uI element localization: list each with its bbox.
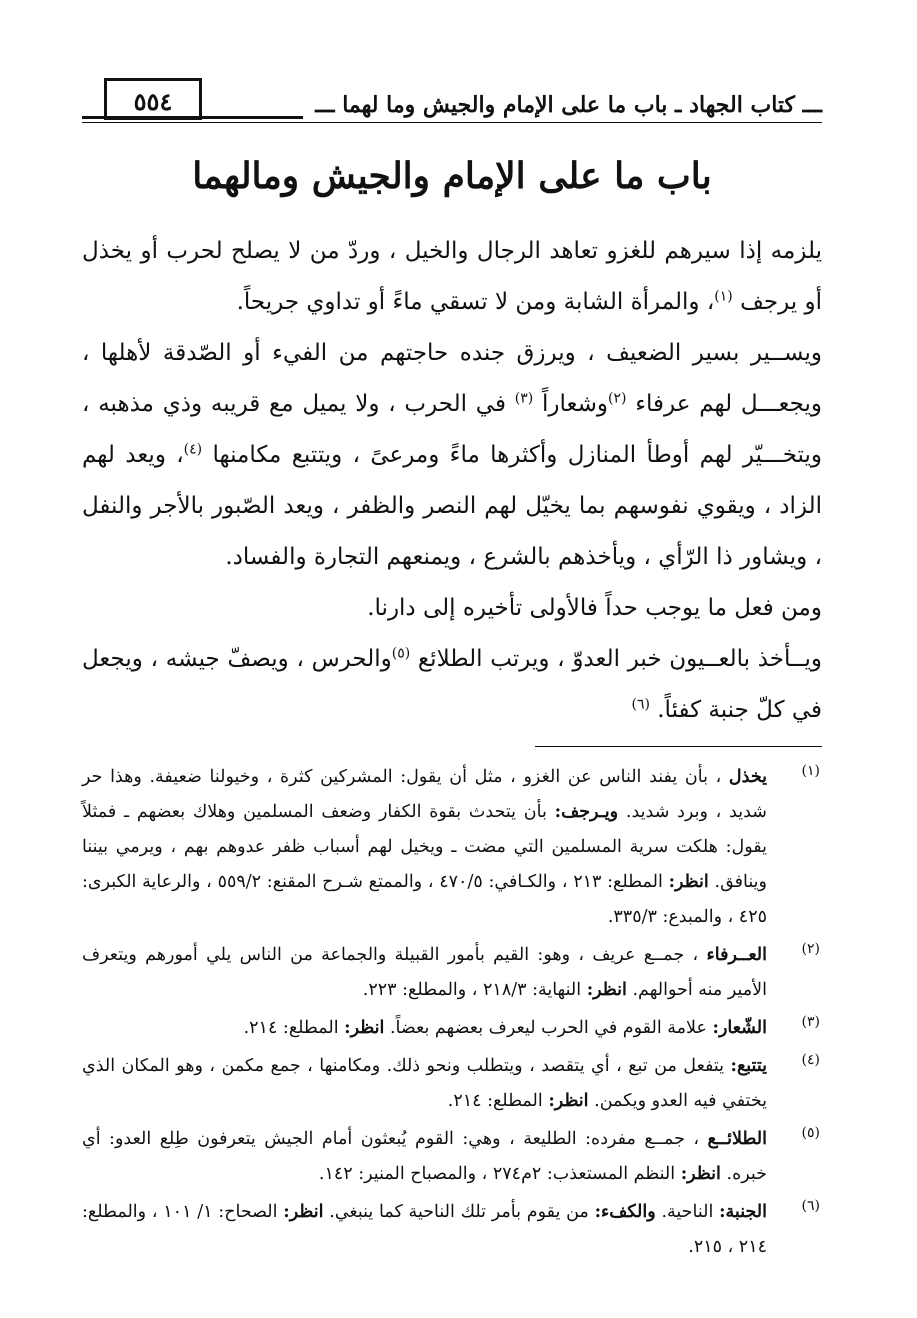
footnote-term: العــرفاء [706, 945, 767, 965]
footnote-term: انظر: [586, 980, 627, 1000]
main-text [82, 226, 822, 736]
footnote-ref[interactable]: (١) [714, 288, 733, 305]
paragraph-text: ويــأخذ بالعــيون خبر العدوّ ، ويرتب الطلائع [417, 646, 822, 672]
footnote-number: (١) [801, 763, 820, 779]
footnote-number: (٣) [801, 1014, 820, 1030]
footnote-separator [535, 746, 822, 747]
paragraph [82, 328, 822, 583]
paragraph [82, 634, 822, 736]
footnote-term: الجنبة: [719, 1202, 767, 1222]
footnote-term: ويـرجف: [554, 802, 619, 822]
footnote-text: من يقوم بأمر تلك الناحية كما ينبغي. [329, 1202, 589, 1222]
footnote-ref[interactable]: (٣) [514, 390, 534, 407]
paragraph-text: ويســير بسير الضعيف ، ويرزق جنده حاجتهم من الفيء أو الصّدقة لأهلها ، ويجعـــل لهم عرفاء [82, 340, 823, 417]
paragraph [82, 226, 822, 328]
paragraph-text: وشعاراً [541, 391, 608, 417]
paragraph-text: ومن فعل ما يوجب حداً فالأولى تأخيره إلى دارنا. [367, 595, 822, 621]
footnote-term: الطلائــع [707, 1129, 767, 1149]
paragraph-text: ، ويعد لهم الزاد ، ويقوي نفوسهم بما يخيّل لهم النصر والظفر ، ويعد الصّبور بالأجر والنفل ، ويشاور ذا الرّأي ، ويأخذهم بالشرع ، ويمنعهم التجارة والفساد. [82, 442, 822, 570]
footnote-text: النظم المستعذب: ٢م٢٧٤ ، والمصباح المنير: ١٤٢. [318, 1164, 676, 1184]
footnote-text: المطلع: ٢١٤. [243, 1018, 339, 1038]
footnote-text: المطلع: ٢١٣ ، والكـافي: ٤٧٠/٥ ، والممتع شـرح المقنع: ٥٥٩/٢ ، والرعاية الكبرى: ٤٢٥ ، والمبدع: ٣٣٥/٣. [82, 872, 767, 927]
footnote-term: والكفء: [594, 1202, 656, 1222]
footnote [82, 1011, 822, 1046]
footnote-number: (٥) [801, 1125, 820, 1141]
footnote-text: النهاية: ٢١٨/٣ ، والمطلع: ٢٢٣. [362, 980, 582, 1000]
footnote [82, 1122, 822, 1192]
paragraph-text: في الحرب ، ولا يميل مع قريبه وذي مذهبه ، ويتخـــيّر لهم أوطأ المنازل وأكثرها ماءً ومرعىً ، ويتتبع مكامنها [82, 391, 822, 468]
footnote-text: الصحاح: ١/ ١٠١ ، والمطلع: ٢١٤ ، ٢١٥. [82, 1202, 767, 1257]
footnote-text: ، جمــع مفرده: الطليعة ، وهي: القوم يُبعثون أمام الجيش يتعرفون طِلع العدو: أي خبره. [82, 1129, 767, 1184]
footnote-ref[interactable]: (٤) [183, 441, 203, 458]
footnote [82, 1049, 822, 1119]
footnote-ref[interactable]: (٦) [631, 696, 650, 713]
footnote-number: (٢) [801, 941, 820, 957]
header-rule-thin [82, 122, 822, 123]
running-header [82, 72, 822, 128]
footnote-number: (٤) [801, 1052, 820, 1068]
footnote-term: انظر: [344, 1018, 385, 1038]
chapter-title: باب ما على الإمام والجيش ومالهما [192, 155, 712, 197]
page-number: ٥٥٤ [104, 78, 202, 120]
footnote [82, 938, 822, 1008]
footnote-text: المطلع: ٢١٤. [447, 1091, 543, 1111]
paragraph [82, 583, 822, 634]
footnote-text: الناحية. [661, 1202, 714, 1222]
paragraph-text: يلزمه إذا سيرهم للغزو تعاهد الرجال والخيل ، وردّ من لا يصلح لحرب أو يخذل أو يرجف [82, 238, 822, 315]
footnote-term: الشّعار: [712, 1018, 767, 1038]
footnote-text: علامة القوم في الحرب ليعرف بعضهم بعضاً. [389, 1018, 707, 1038]
footnote-text: ، جمــع عريف ، وهو: القيم بأمور القبيلة والجماعة من الناس يلي أمورهم ويتعرف الأمير منه أحوالهم. [82, 945, 767, 1000]
footnote-term: انظر: [283, 1202, 324, 1222]
footnote-ref[interactable]: (٢) [607, 390, 627, 407]
running-title: ـــ كتاب الجهاد ـ باب ما على الإمام والجيش وما لهما ـــ [303, 90, 822, 120]
footnote-term: انظر: [548, 1091, 589, 1111]
paragraph-text: ، والمرأة الشابة ومن لا تسقي ماءً أو تداوي جريحاً. [236, 289, 715, 315]
footnotes [82, 760, 822, 1268]
footnote [82, 1195, 822, 1265]
footnote-text: ، بأن يفند الناس عن الغزو ، مثل أن يقول: المشركين كثرة ، وخيولنا ضعيفة. وهذا حر شديد ، وبرد شديد. [82, 767, 767, 822]
footnote-number: (٦) [801, 1198, 820, 1214]
paragraph-text: والحرس ، ويصفّ جيشه ، ويجعل في كلّ جنبة كفئاً. [82, 646, 822, 723]
footnote [82, 760, 822, 935]
footnote-term: انظر: [680, 1164, 721, 1184]
footnote-term: يخذل [728, 767, 767, 787]
footnote-text: بأن يتحدث بقوة الكفار وضعف المسلمين وهلاك بعضهم ـ فمثلاً يقول: هلكت سرية المسلمين التي مضت ـ ويخيل لهم أسباب ظفر عدوهم بهم ، ويرمي بيننا وينافق. [82, 802, 767, 892]
footnote-term: انظر: [668, 872, 709, 892]
footnote-term: يتتبع: [730, 1056, 767, 1076]
footnote-ref[interactable]: (٥) [391, 645, 411, 662]
footnote-text: يتفعل من تبع ، أي يتقصد ، ويتطلب ونحو ذلك. ومكامنها ، جمع مكمن ، وهو المكان الذي يختفي فيه العدو ويكمن. [82, 1056, 767, 1111]
